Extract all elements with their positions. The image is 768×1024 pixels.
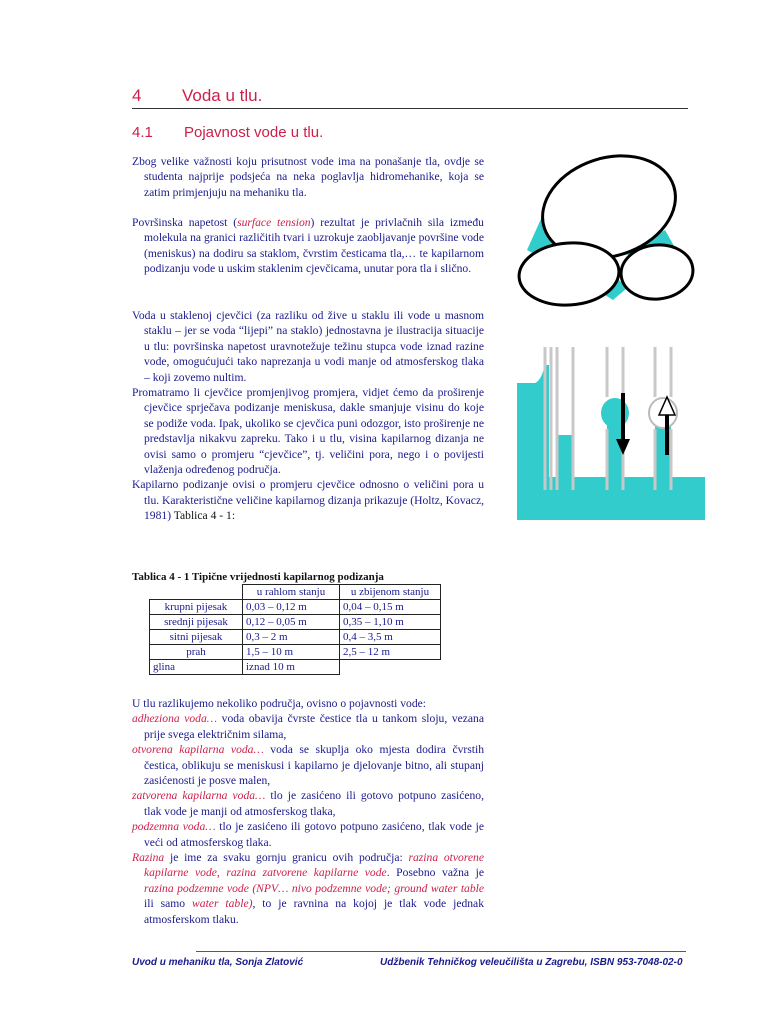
surface-tension-paragraph: Površinska napetost (surface tension) rezultat je privlačnih sila između molekula na granici različitih tvari i uzrokuje zaobljavanje površine vode (meniskus) na dodiru sa staklom, čvrstim česticama tla,… te kapilarnom podizanju vode u uskim staklenim cjevčicama, unutar pora tla i slično.	[132, 216, 484, 276]
intro-paragraph: Zbog velike važnosti koju prisutnost vode ima na ponašanje tla, ovdje se studenta najprije podsjeća na neka poglavlja hidromehanike, koja se zatim primjenjuju na mehaniku tla.	[132, 155, 484, 199]
capillary-rise-table	[149, 584, 441, 675]
table-header-row	[150, 585, 441, 600]
surface-tension-term: surface tension	[237, 216, 311, 229]
section-title: Pojavnost vode u tlu.	[184, 124, 324, 141]
table-row: sitni pijesak 0,3 – 2 m 0,4 – 3,5 m	[150, 630, 441, 645]
water-column-medium	[557, 435, 573, 477]
chapter-number: 4	[132, 86, 142, 105]
table-row: srednji pijesak 0,12 – 0,05 m 0,35 – 1,10 m	[150, 615, 441, 630]
footer-left: Uvod u mehaniku tla, Sonja Zlatović	[132, 957, 304, 968]
capillary-tubes-figure	[517, 345, 705, 520]
water-zones-paragraphs: U tlu razlikujemo nekoliko područja, ovisno o pojavnosti vode: adheziona voda… voda obavija čvrste čestice tla u tankom sloju, vezana prije svega električnim silama, otvorena kapilarna voda… voda se skuplja oko mjesta dodira čvrstih čestica, oblikuju se meniskusi i kapilarno je djelovanje bitno, ali stupanj zasićenosti je posve malen, zatvorena kapilarna voda… tlo je zasićeno ili gotovo potpuno zasićeno, tlak vode je manji od atmosferskog tlaka, podzemna voda… tlo je zasićeno ili gotovo potpuno zasićeno, tlak vode je veći od atmosferskog tlaka. Razina je ime za svaku gornju granicu ovih područja: razina otvorene kapilarne vode, razina zatvorene kapilarne vode. Posebno važna je razina podzemne vode (NPV… nivo podzemne vode; ground water table ili samo water table), to je ravnina na kojoj je tlak vode jednak atmosferskom tlaku.	[132, 697, 484, 926]
footer-right: Udžbenik Tehničkog veleučilišta u Zagrebu, ISBN 953-7048-02-0	[380, 957, 683, 968]
chapter-title: Voda u tlu.	[182, 86, 263, 105]
chapter-heading	[132, 86, 688, 109]
table-row: krupni pijesak 0,03 – 0,12 m 0,04 – 0,15 m	[150, 600, 441, 615]
table-row: glina iznad 10 m	[150, 660, 441, 675]
soil-particles-meniscus-figure	[505, 150, 705, 315]
table-caption: Tablica 4 - 1 Tipične vrijednosti kapilarnog podizanja	[132, 571, 384, 583]
footer-rule	[196, 951, 686, 952]
header-loose: u rahlom stanju	[243, 585, 340, 600]
table-reference: Tablica 4 - 1:	[173, 509, 236, 523]
section-number: 4.1	[132, 124, 153, 141]
capillary-paragraphs: Voda u staklenoj cjevčici (za razliku od žive u staklu ili vode u masnom staklu – jer se voda “lijepi” na staklo) jednostavna je ilustracija situacije u tlu: površinska napetost uravnotežuje težinu stupca vode iznad razine vode, omogućujući tako naprezanja u vodi manje od atmosferskog tlaka – koji zovemo nultim. Promatramo li cjevčice promjenjivog promjera, vidjet ćemo da proširenje cjevčice sprječava podizanje meniskusa, dakle smanjuje visinu do koje se podiže voda. Ipak, ukoliko se cjevčica puni odozgor, isto proširenje ne predstavlja nikakvu zapreku. Tako i u tlu, visina kapilarnog dizanja ne ovisi samo o promjeru “cjevčice”, tj. veličini pora, nego i o povijesti vlaženja određenog područja. Kapilarno podizanje ovisi o promjeru cjevčice odnosno o veličini pora u tlu. Karakteristične veličine kapilarnog dizanja prikazuje (Holtz, Kovacz, 1981) Tablica 4 - 1:	[132, 309, 484, 523]
header-dense: u zbijenom stanju	[340, 585, 441, 600]
table-row: prah 1,5 – 10 m 2,5 – 12 m	[150, 645, 441, 660]
